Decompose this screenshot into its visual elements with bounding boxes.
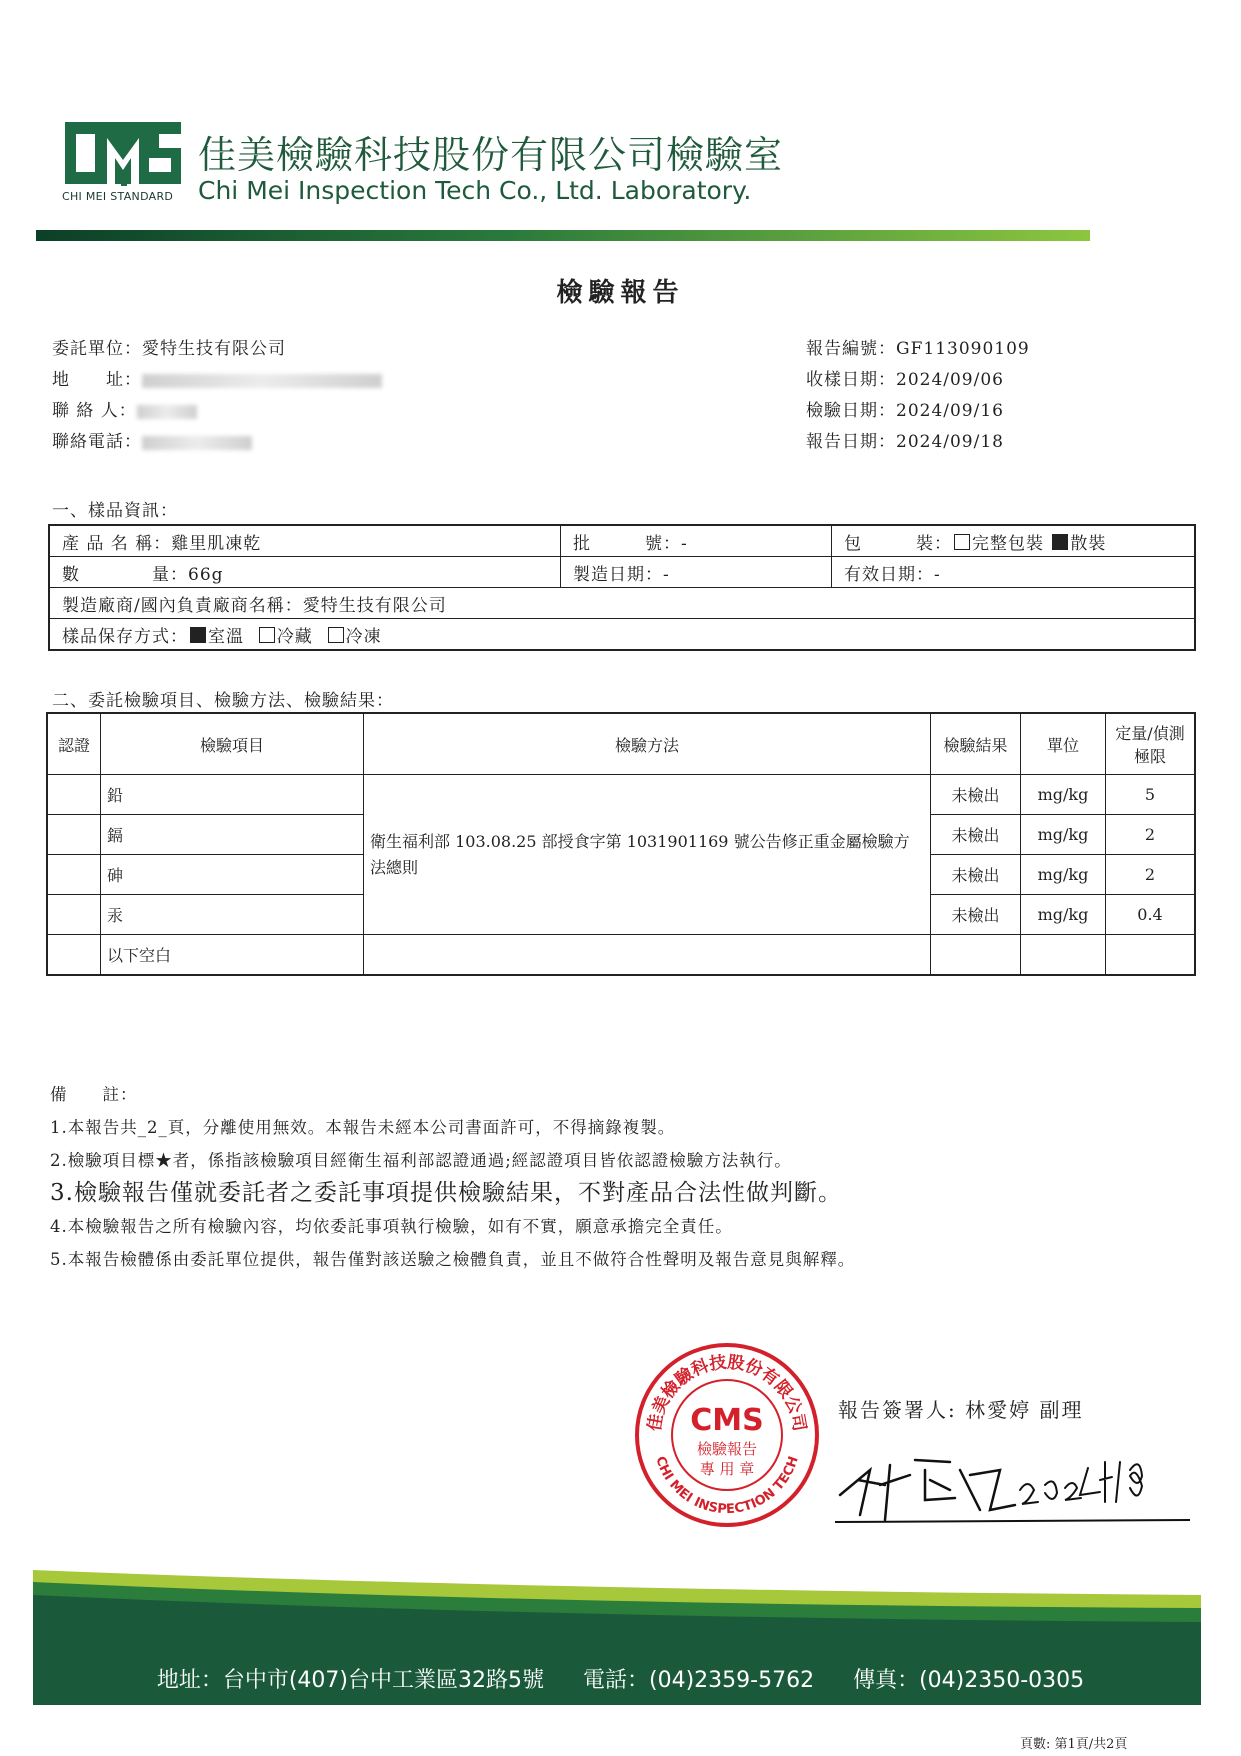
header-item: 檢驗項目: [101, 713, 364, 775]
sample-section-title: 一、樣品資訊：: [52, 501, 178, 521]
svg-text:佳美檢驗科技股份有限公司: 佳美檢驗科技股份有限公司: [644, 1352, 810, 1433]
svg-text:專 用 章: 專 用 章: [699, 1460, 755, 1478]
report-number: GF113090109: [896, 339, 1030, 359]
remark-1: 1.本報告共_2_頁，分離使用無效。本報告未經本公司書面許可，不得摘錄複製。: [50, 1118, 676, 1137]
product-name: 雞里肌凍乾: [171, 533, 262, 554]
results-table: [46, 712, 1196, 976]
document-title: 檢驗報告: [556, 278, 685, 308]
remarks: [50, 1078, 855, 1276]
company-logo: [65, 118, 183, 190]
footer-fax: 傳真：(04)2350-0305: [853, 1668, 1085, 1693]
checkbox-unchecked: [954, 534, 970, 550]
remark-5: 5.本報告檢體係由委託單位提供，報告僅對該送驗之檢體負責，並且不做符合性聲明及報告意見與解釋。: [50, 1250, 856, 1269]
logo-subtitle: CHI MEI STANDARD: [62, 190, 174, 203]
signer-name: 林愛婷: [965, 1398, 1032, 1422]
company-name-zh: 佳美檢驗科技股份有限公司檢驗室: [198, 133, 784, 177]
svg-text:檢驗報告: 檢驗報告: [696, 1440, 758, 1458]
report-date: 2024/09/18: [896, 432, 1004, 452]
client-info: 委託單位：愛特生技有限公司 地 址： 聯 絡 人： 聯絡電話：: [52, 334, 382, 458]
report-signer: 報告簽署人: 林愛婷 副理: [838, 1398, 1084, 1422]
redacted-contact: [137, 405, 197, 419]
header-method: 檢驗方法: [364, 713, 931, 775]
header-unit: 單位: [1021, 713, 1106, 775]
header-cert: 認證: [47, 713, 101, 775]
footer-contact: [0, 1663, 1241, 1694]
client-unit: 愛特生技有限公司: [142, 339, 286, 359]
redacted-phone: [142, 436, 252, 450]
table-row: 鎘 未檢出 mg/kg 2: [47, 815, 1195, 855]
batch-no: -: [681, 533, 688, 554]
table-row: 砷 未檢出 mg/kg 2: [47, 855, 1195, 895]
header-limit: 定量/偵測極限: [1106, 713, 1196, 775]
company-name-en: Chi Mei Inspection Tech Co., Ltd. Laboratory.: [198, 176, 752, 205]
checkbox-checked: [1052, 534, 1068, 550]
checkbox-checked: [190, 627, 206, 643]
quantity: 66g: [188, 564, 224, 585]
method-text: 衛生福利部 103.08.25 部授食字第 1031901169 號公告修正重金屬檢驗方法總則: [364, 775, 931, 935]
table-row: 汞 未檢出 mg/kg 0.4: [47, 895, 1195, 935]
header-result: 檢驗結果: [931, 713, 1021, 775]
checkbox-unchecked: [328, 627, 344, 643]
footer-address: 地址：台中市(407)台中工業區32路5號: [156, 1668, 544, 1693]
remarks-label: 備 註：: [50, 1085, 138, 1104]
received-date: 2024/09/06: [896, 370, 1004, 390]
remark-3: 3.檢驗報告僅就委託者之委託事項提供檢驗結果，不對產品合法性做判斷。: [50, 1180, 842, 1206]
checkbox-unchecked: [259, 627, 275, 643]
test-date: 2024/09/16: [896, 401, 1004, 421]
handwritten-signature: [830, 1440, 1195, 1530]
company-seal-stamp: [632, 1340, 822, 1530]
results-section-title: 二、委託檢驗項目、檢驗方法、檢驗結果：: [52, 691, 394, 711]
table-row: 鉛 衛生福利部 103.08.25 部授食字第 1031901169 號公告修正重金屬檢驗方法總則 未檢出 mg/kg 5: [47, 775, 1195, 815]
redacted-address: [142, 374, 382, 388]
report-info: 報告編號：GF113090109 收樣日期：2024/09/06 檢驗日期：2024/09/16 報告日期：2024/09/18: [806, 339, 1030, 452]
remark-2: 2.檢驗項目標★者，係指該檢驗項目經衛生福利部認證通過;經認證項目皆依認證檢驗方法執行。: [50, 1151, 792, 1170]
header-divider-bar: [36, 230, 1090, 241]
mfg-date: -: [663, 564, 670, 585]
table-row-blank: 以下空白: [47, 935, 1195, 976]
manufacturer: 愛特生技有限公司: [302, 595, 447, 616]
exp-date: -: [934, 564, 941, 585]
svg-text:CMS: CMS: [690, 1403, 764, 1438]
footer-phone: 電話：(04)2359-5762: [583, 1668, 815, 1693]
sample-info-table: 產 品 名 稱：雞里肌凍乾 批 號：- 包 裝： 完整包裝 散裝 數 量：66g 製造日期：- 有效日期：- 製造廠商/國內負責廠商名稱：愛特生技有限公司 樣品保存方式： 室溫 冷藏 冷凍: [48, 524, 1196, 651]
remark-4: 4.本檢驗報告之所有檢驗內容，均依委託事項執行檢驗，如有不實，願意承擔完全責任。: [50, 1217, 733, 1236]
svg-text:CHI MEI INSPECTION TECH: CHI MEI INSPECTION TECH: [652, 1454, 802, 1518]
page-number: 頁數: 第1頁/共2頁: [1020, 1737, 1128, 1752]
